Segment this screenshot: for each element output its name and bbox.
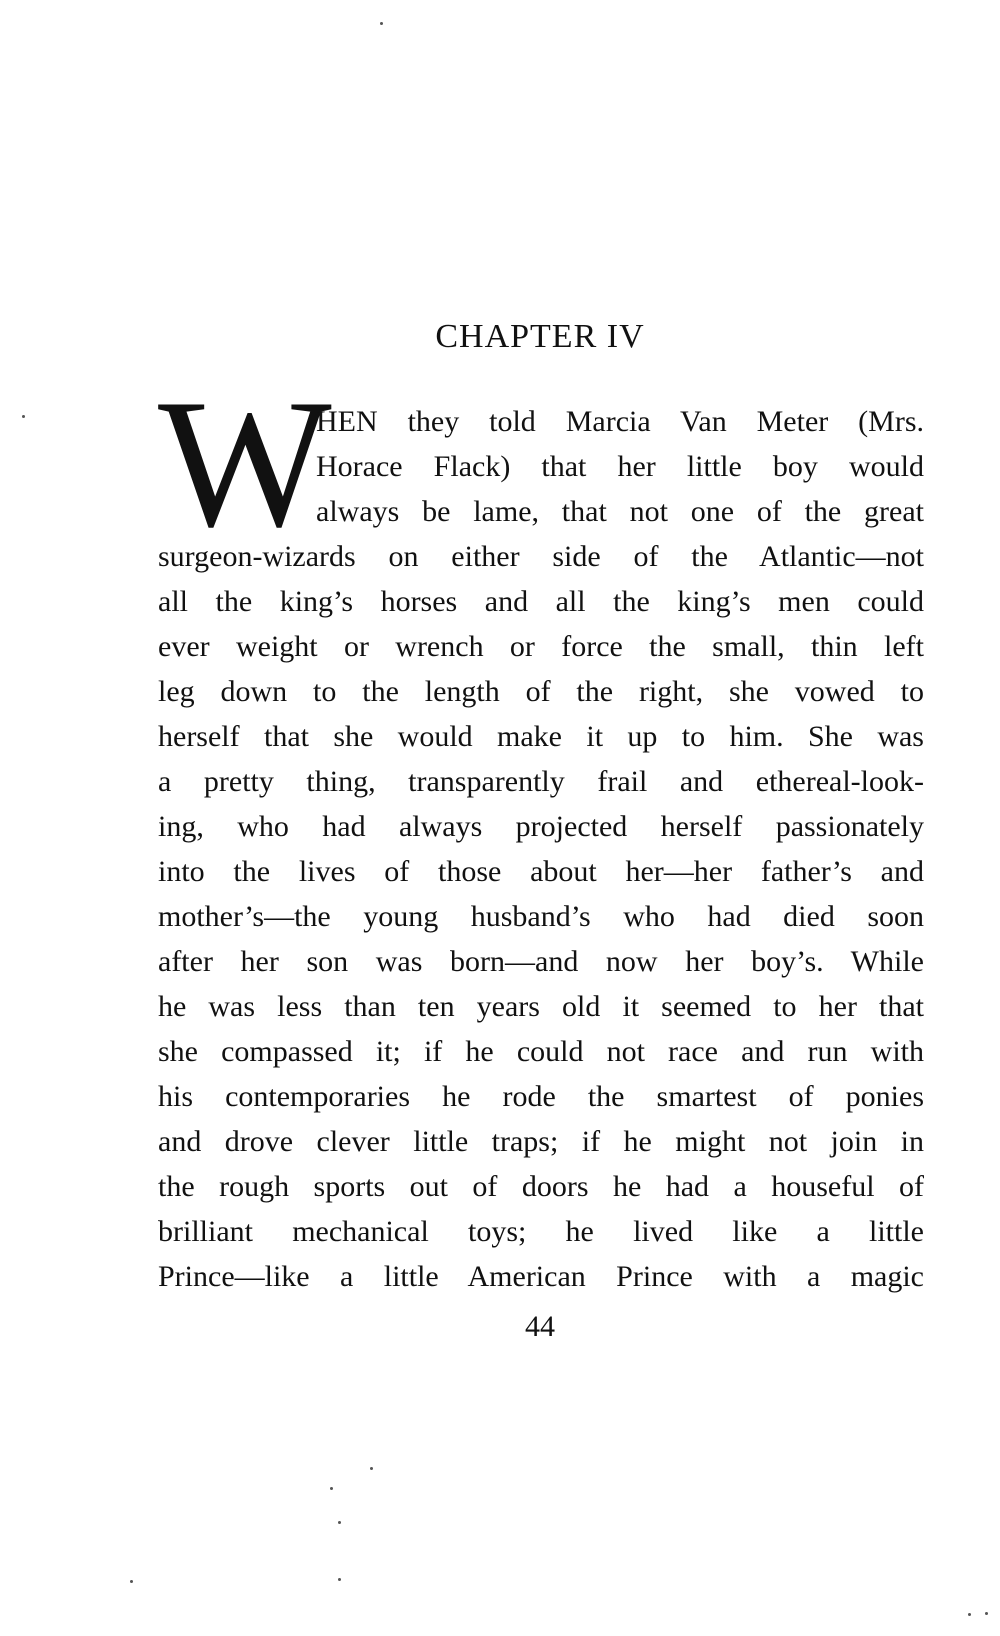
- scan-speck: [380, 22, 383, 25]
- text-line: she compassed it; if he could not race and run with: [158, 1035, 924, 1068]
- page-number: 44: [525, 1310, 555, 1343]
- text-line: leg down to the length of the right, she vowed to: [158, 675, 924, 708]
- text-line: he was less than ten years old it seemed to her that: [158, 990, 924, 1023]
- text-line: after her son was born—and now her boy’s. While: [158, 945, 924, 978]
- scan-speck: [338, 1521, 341, 1524]
- scan-speck: [968, 1613, 971, 1616]
- text-line: into the lives of those about her—her father’s and: [158, 855, 924, 888]
- scan-speck: [130, 1580, 133, 1583]
- text-line: always be lame, that not one of the great: [316, 495, 924, 528]
- drop-cap: W: [158, 361, 332, 565]
- text-line: Prince—like a little American Prince with a magic: [158, 1260, 924, 1293]
- text-line: his contemporaries he rode the smartest of ponies: [158, 1080, 924, 1113]
- text-line: and drove clever little traps; if he might not join in: [158, 1125, 924, 1158]
- chapter-heading: CHAPTER IV: [435, 318, 645, 355]
- text-line: Horace Flack) that her little boy would: [316, 450, 924, 483]
- text-line: a pretty thing, transparently frail and ethereal-look-: [158, 765, 924, 798]
- text-line: ing, who had always projected herself passionately: [158, 810, 924, 843]
- text-line: brilliant mechanical toys; he lived like a little: [158, 1215, 924, 1248]
- scan-speck: [370, 1467, 373, 1470]
- text-line: HEN they told Marcia Van Meter (Mrs.: [316, 405, 924, 438]
- text-line: the rough sports out of doors he had a houseful of: [158, 1170, 924, 1203]
- scan-speck: [22, 415, 25, 418]
- text-line: ever weight or wrench or force the small, thin left: [158, 630, 924, 663]
- scan-speck: [985, 1612, 988, 1615]
- scan-speck: [330, 1487, 333, 1490]
- text-line: all the king’s horses and all the king’s men could: [158, 585, 924, 618]
- scan-speck: [338, 1578, 341, 1581]
- text-line: herself that she would make it up to him. She was: [158, 720, 924, 753]
- text-line: surgeon-wizards on either side of the Atlantic—not: [158, 540, 924, 573]
- text-line: mother’s—the young husband’s who had died soon: [158, 900, 924, 933]
